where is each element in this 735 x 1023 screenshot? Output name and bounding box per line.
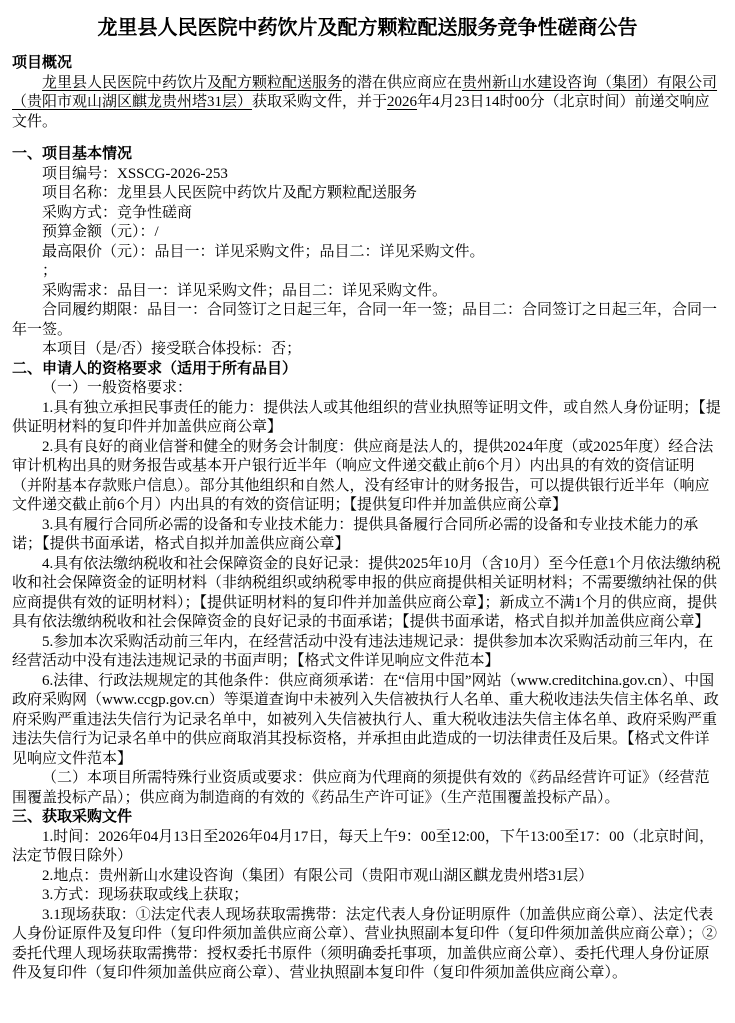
qualification-item-6: 6.法律、行政法规规定的其他条件：供应商须承诺：在“信用中国”网站（www.creditchina.gov.cn）、中国政府采购网（www.ccgp.gov.cn）等渠道查询中未被列入失信被执行人名单、重大税收违法失信主体名单、政府采购严重违法失信行为记录名单中，如被列入失信被执行人、重大税收违法失信主体名单、政府采购严重违法失信行为记录名单中的供应商取消其投标资格，并承担由此造成的一切法律责任及后果。【格式文件详见响应文件范本】 [12,672,719,767]
overview-text-segment: 年4月23日14时00分（北京时间）前递交响应文件。 [12,94,710,130]
section-basic-info-heading: 一、项目基本情况 [12,146,133,162]
consortium-bid-line: 本项目（是/否）接受联合体投标：否； [42,341,302,357]
overview-heading: 项目概况 [12,55,73,71]
general-qualification-subheading: （一）一般资格要求： [42,380,193,396]
obtain-method-line: 3.方式：现场获取或线上获取； [42,887,249,903]
overview-project-name-underlined: 龙里县人民医院中药饮片及配方颗粒配送服务 [42,74,343,91]
overview-text-segment: 的潜在供应商应在 [342,74,463,91]
obtain-location-line: 2.地点：贵州新山水建设咨询（集团）有限公司（贵阳市观山湖区麒龙贵州塔31层） [42,867,594,884]
obtain-time-line: 1.时间：2026年04月13日至2026年04月17日，每天上午9：00至12:00，下午13:00至17：00（北京时间，法定节假日除外） [12,828,715,864]
special-qualification-subheading: （二）本项目所需特殊行业资质或要求：供应商为代理商的须提供有效的《药品经营许可证》（经营范围覆盖投标产品）；供应商为制造商的有效的《药品生产许可证》（生产范围覆盖投标产品）。 [12,770,710,806]
onsite-obtain-detail-line: 3.1现场获取：①法定代表人现场获取需携带：法定代表人身份证明原件（加盖供应商公章）、法定代表人身份证原件及复印件（复印件须加盖供应商公章）、营业执照副本复印件（复印件须加盖供应商公章）；②委托代理人现场获取需携带：授权委托书原件（须明确委托事项，加盖供应商公章）、委托代理人身份证原件及复印件（复印件须加盖供应商公章）、营业执照副本复印件（复印件须加盖供应商公章）。 [12,906,718,981]
page-title: 龙里县人民医院中药饮片及配方颗粒配送服务竞争性磋商公告 [97,17,638,39]
section-obtain-documents-heading: 三、获取采购文件 [12,809,133,825]
project-name-line: 项目名称：龙里县人民医院中药饮片及配方颗粒配送服务 [42,185,418,201]
qualification-item-2: 2.具有良好的商业信誉和健全的财务会计制度：供应商是法人的，提供2024年度（或2025年度）经合法审计机构出具的财务报告或基本开户银行近半年（响应文件递交截止前6个月）内出具的有效的资信证明（并附基本存款账户信息）。部分其他组织和自然人，没有经审计的财务报告，可以提供银行近半年（响应文件递交截止前6个月）内出具的有效的资信证明；【提供复印件并加盖供应商公章】 [12,438,714,513]
qualification-item-1: 1.具有独立承担民事责任的能力：提供法人或其他组织的营业执照等证明文件，或自然人身份证明；【提供证明材料的复印件并加盖供应商公章】 [12,399,721,435]
qualification-item-5: 5.参加本次采购活动前三年内，在经营活动中没有违法违规记录：提供参加本次采购活动前三年内，在经营活动中没有违法违规记录的书面声明；【格式文件详见响应文件范本】 [12,633,714,669]
qualification-item-3: 3.具有履行合同所必需的设备和专业技术能力：提供具备履行合同所必需的设备和专业技术能力的承诺；【提供书面承诺，格式自拟并加盖供应商公章】 [12,516,699,552]
overview-paragraph [12,74,723,133]
qualification-item-4: 4.具有依法缴纳税收和社会保障资金的良好记录：提供2025年10月（含10月）至今任意1个月依法缴纳税收和社会保障资金的证明材料（非纳税组织或纳税零申报的供应商提供相关证明材料；不需要缴纳社保的供应商提供有效的证明材料）；【提供证明材料的复印件并加盖供应商公章】；新成立不满1个月的供应商，提供具有依法缴纳税收和社会保障资金的良好记录的书面承诺；【提供书面承诺，格式自拟并加盖供应商公章】 [12,555,721,630]
procurement-demand-line: 采购需求：品目一：详见采购文件；品目二：详见采购文件。 [42,282,448,299]
overview-year-underlined: 2026 [387,94,418,110]
overview-agency-underlined: 贵州新山水建设咨询（集团）有限公司（贵阳市观山湖区麒龙贵州塔31层） [12,74,718,110]
procurement-method-line: 采购方式：竞争性磋商 [42,204,193,221]
contract-period-line: 合同履约期限：品目一：合同签订之日起三年，合同一年一签；品目二：合同签订之日起三年，合同一年一签。 [12,302,718,338]
section-qualification-heading: 二、申请人的资格要求（适用于所有品目） [12,360,298,377]
overview-text-segment: 获取采购文件，并于 [252,94,388,110]
stray-semicolon-line: ； [42,263,58,279]
max-price-line: 最高限价（元）：品目一：详见采购文件；品目二：详见采购文件。 [42,243,485,260]
budget-amount-line: 预算金额（元）：/ [42,224,159,240]
project-number-line: 项目编号：XSSCG-2026-253 [42,165,228,182]
